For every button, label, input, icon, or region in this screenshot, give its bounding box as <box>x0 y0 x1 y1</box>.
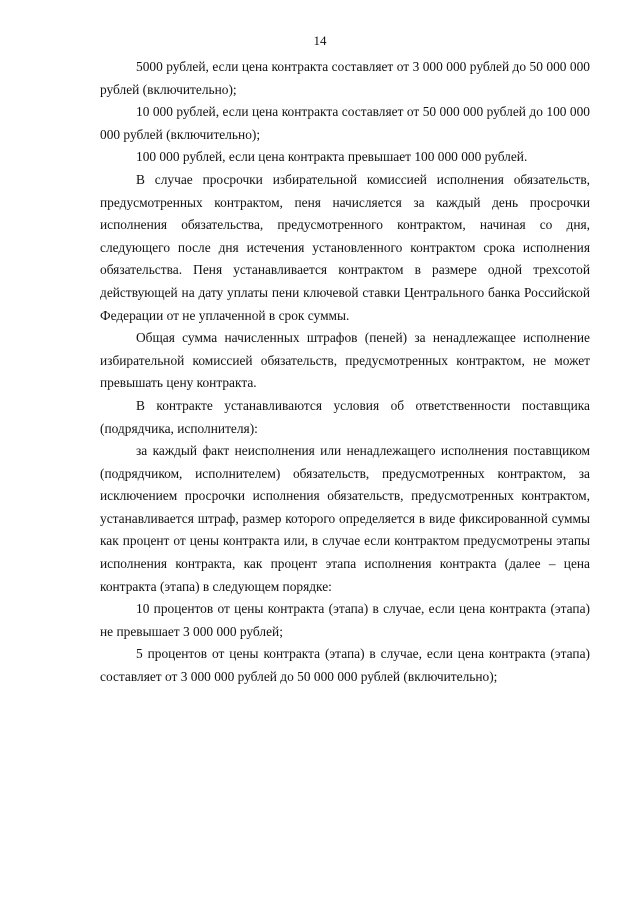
paragraph-fine-5-percent: 5 процентов от цены контракта (этапа) в случае, если цена контракта (этапа) составляет от 3 000 000 рублей до 50 000 000 рублей (включительно); <box>100 646 590 685</box>
paragraph-penalty-5000: 5000 рублей, если цена контракта составляет от 3 000 000 рублей до 50 000 000 рублей (включительно); <box>100 59 590 97</box>
paragraph-supplier-fine-rule: за каждый факт неисполнения или ненадлежащего исполнения поставщиком (подрядчиком, исполнителем) обязательств, предусмотренных контрактом, за исключением просрочки исполнения обязательств, предусмотренных контрактом, устанавливается штраф, размер которого определяется в виде фиксированной суммы как процент от цены контракта или, в случае если контрактом предусмотрены этапы исполнения контракта, как процент этапа исполнения контракта (далее – цена контракта (этапа) в следующем порядке: <box>100 443 590 594</box>
paragraph-supplier-liability-intro: В контракте устанавливаются условия об ответственности поставщика (подрядчика, исполнителя): <box>100 397 590 436</box>
paragraph-fine-10-percent: 10 процентов от цены контракта (этапа) в случае, если цена контракта (этапа) не превышает 3 000 000 рублей; <box>100 601 590 639</box>
paragraph-total-fines-limit: Общая сумма начисленных штрафов (пеней) за ненадлежащее исполнение избирательной комиссией обязательств, предусмотренных контрактом, не может превышать цену контракта. <box>100 330 590 391</box>
paragraph-penalty-10000: 10 000 рублей, если цена контракта составляет от 50 000 000 рублей до 100 000 000 рублей (включительно); <box>100 104 590 142</box>
paragraph-penalty-100000: 100 000 рублей, если цена контракта превышает 100 000 000 рублей. <box>136 149 528 165</box>
document-body <box>100 56 590 689</box>
paragraph-commission-delay-fine: В случае просрочки избирательной комиссией исполнения обязательств, предусмотренных контрактом, пеня начисляется за каждый день просрочки исполнения обязательства, предусмотренного контрактом, начиная со дня, следующего после дня истечения установленного контрактом срока исполнения обязательства. Пеня устанавливается контрактом в размере одной трехсотой действующей на дату уплаты пени ключевой ставки Центрального банка Российской Федерации от не уплаченной в срок суммы. <box>100 171 590 323</box>
page-number: 14 <box>313 33 327 48</box>
